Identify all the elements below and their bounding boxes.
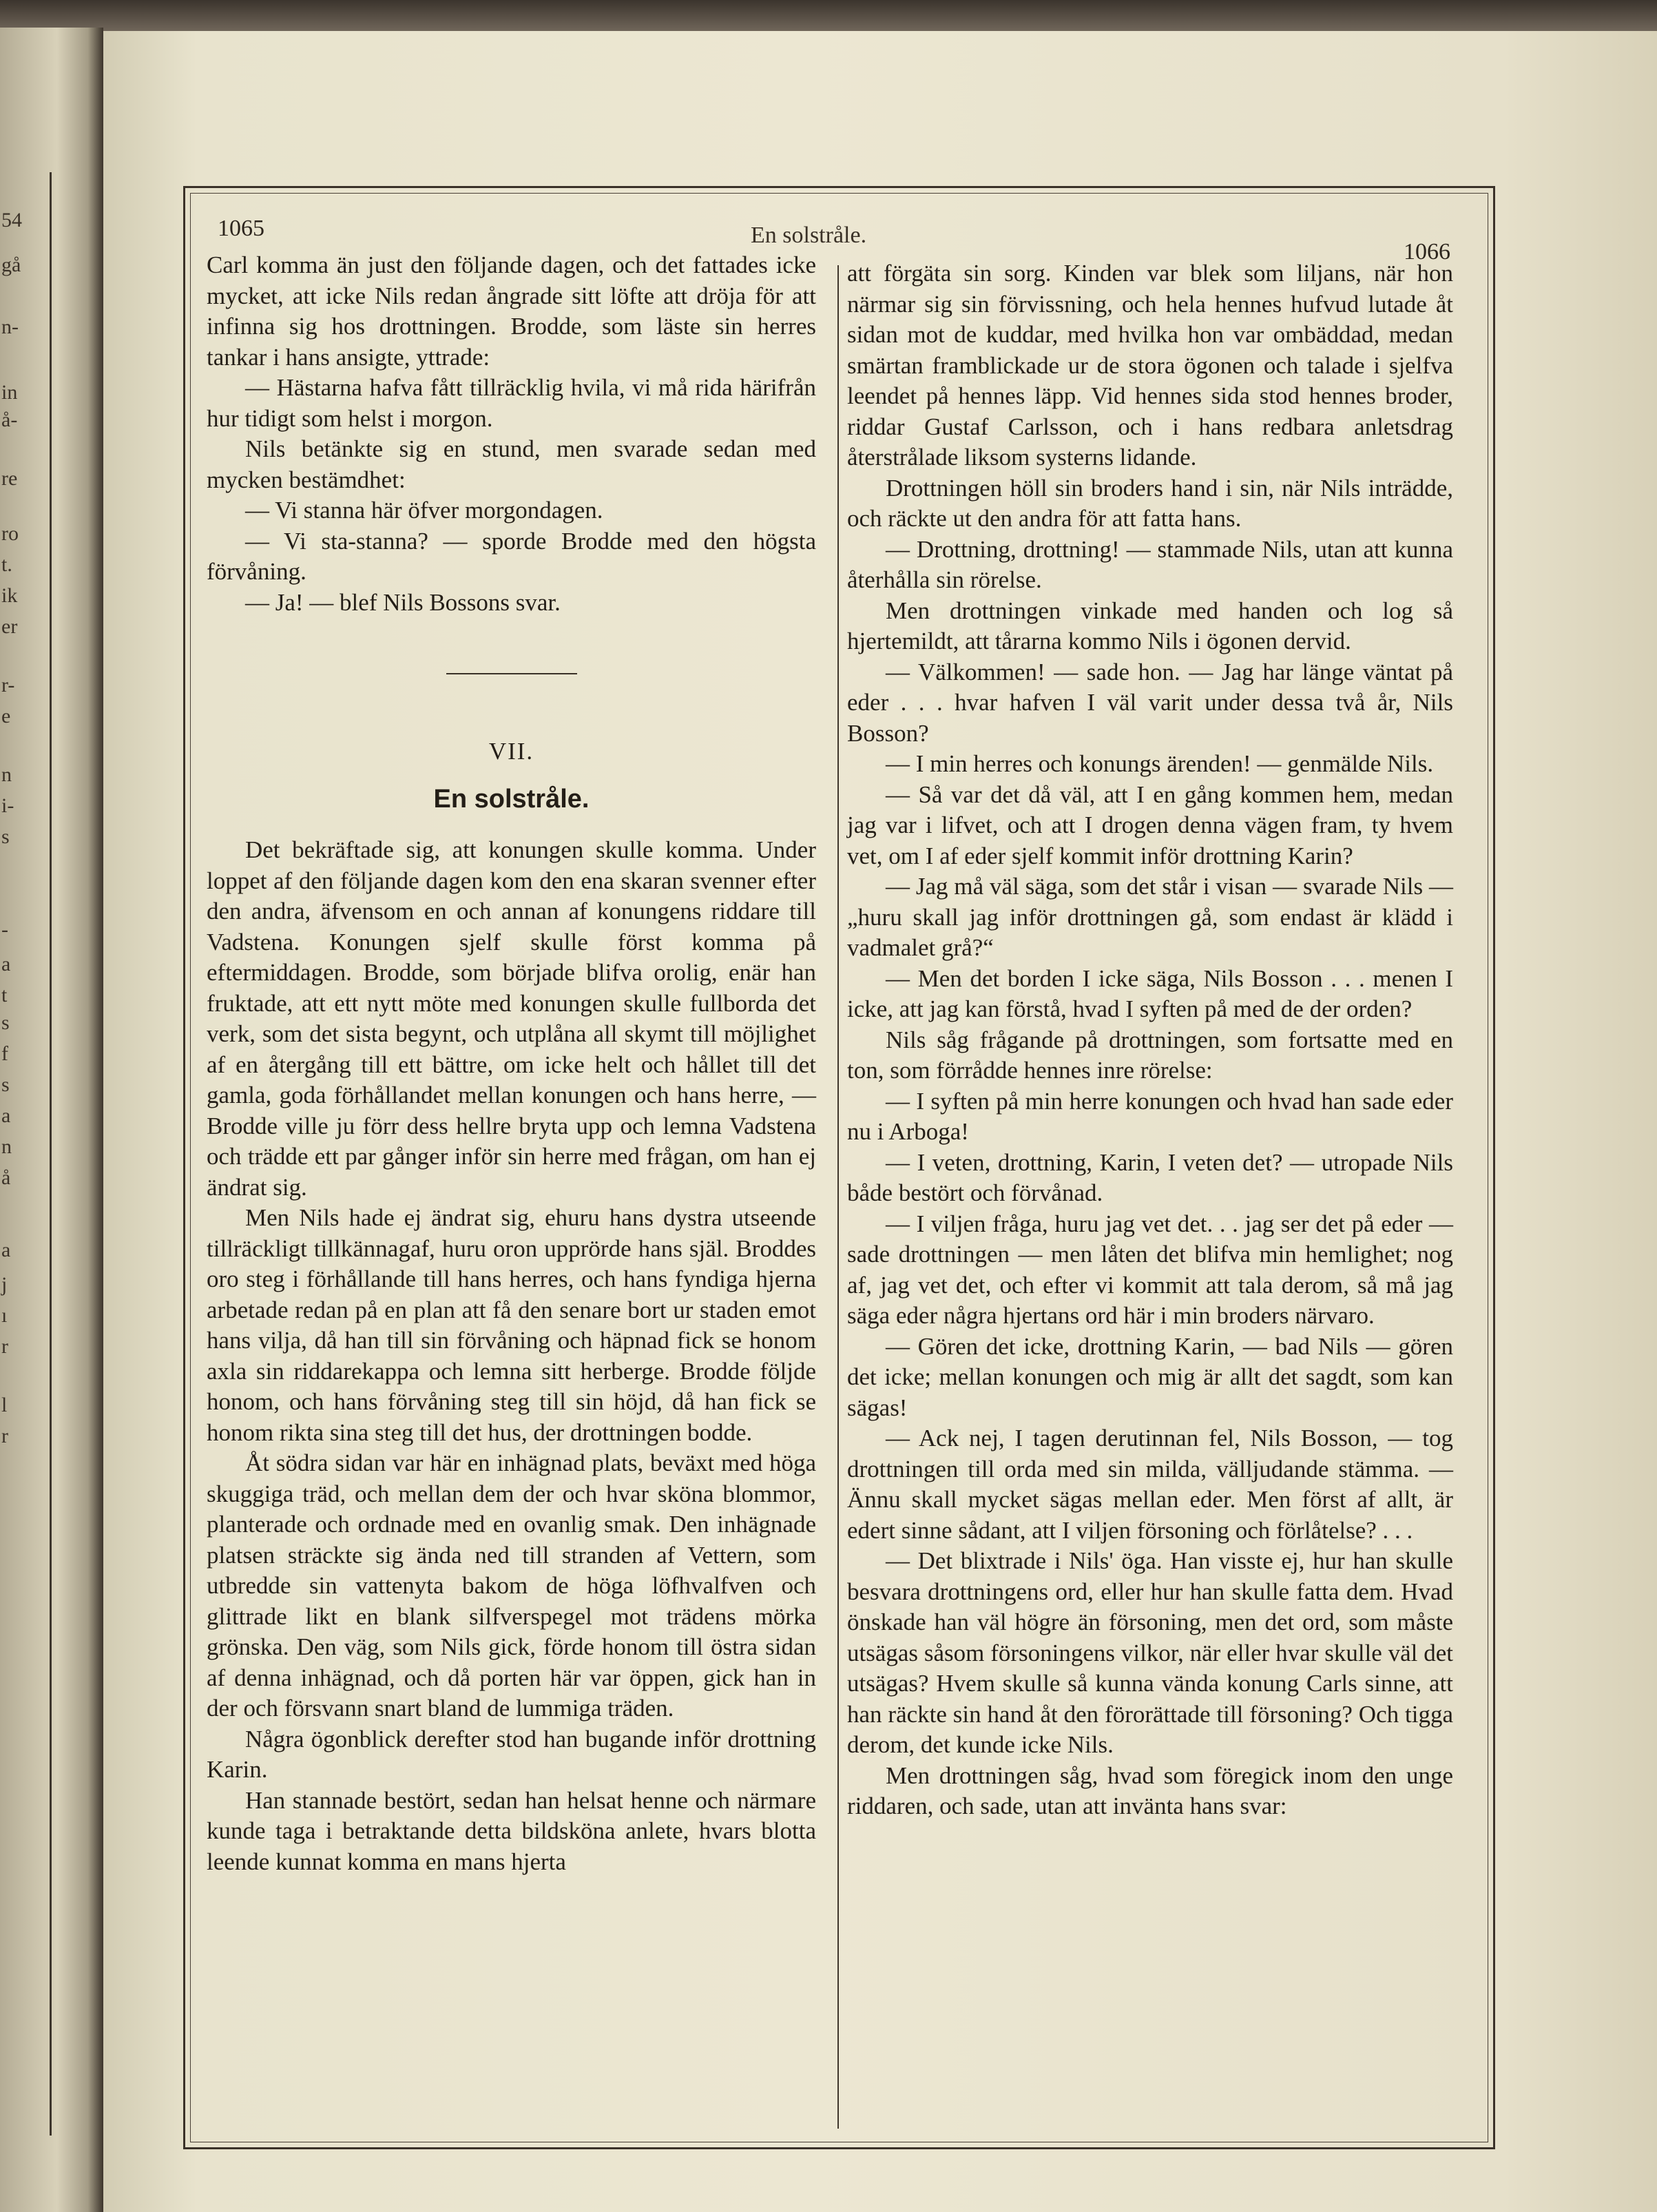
- facing-page-fragment: gå: [1, 254, 21, 276]
- paragraph: — Ja! — blef Nils Bossons svar.: [245, 588, 561, 616]
- paragraph: — I syften på min herre konungen och hvad han sade eder nu i Arboga!: [847, 1087, 1453, 1145]
- paragraph: — Ack nej, I tagen derutinnan fel, Nils Bosson, — tog drottningen till orda med sin milda, välljudande stämma. — Ännu skall mycket sägas mellan eder. Men först af allt, är edert sinne sådant, att I viljen försoning och förlåtelse? . . .: [847, 1425, 1453, 1544]
- page-number-left: 1065: [218, 216, 264, 241]
- paragraph: Men drottningen såg, hvad som föregick inom den unge riddaren, och sade, utan att invänta hans svar:: [847, 1761, 1453, 1819]
- facing-page-fragment: in: [1, 381, 18, 404]
- paragraph: Det bekräftade sig, att konungen skulle komma. Under loppet af den följande dagen kom den ena skaran svenner efter den andra, äfvensom en och annan af konungens riddare till Vadstena. Konungen sjelf skulle först komma på eftermiddagen. Brodde, som började blifva orolig, enär han fruktade, att ett nytt möte med konungen skulle fullborda det verk, som det sista begynt, och utplåna all skymt till möjlighet af en återgång till ett bättre, om icke helt och hållet till det gamla, goda förhållandet mellan konungen och hans herre, — Brodde ville ju förr dess hellre bryta upp och lemna Vadstena och trädde ett par gånger inför sin herre med frågan, om han ej ändrat sig.: [207, 836, 816, 1201]
- paragraph: — Vi stanna här öfver morgondagen.: [245, 497, 603, 524]
- paragraph: Åt södra sidan var här en inhägnad plats, beväxt med höga skuggiga träd, och mellan dem der och hvar sköna blommor, planterade och ordnade med en ovanlig smak. Den inhägnade platsen sträckte sig ända ned till stranden af Vettern, som utbredde sin vattenyta bakom de höga löfhvalfven och glittrade likt en blank silfverspegel mot trädens mörka grönska. Den väg, som Nils gick, förde honom till östra sidan af denna inhägnad, och då porten här var öppen, gick han in der och försvann snart bland de lummiga träden.: [207, 1449, 816, 1722]
- paragraph: — Jag må väl säga, som det står i visan — svarade Nils — „huru skall jag inför drottningen gå, som endast är klädd i vadmalet grå?“: [847, 873, 1453, 961]
- paragraph: Men Nils hade ej ändrat sig, ehuru hans dystra utseende tillräckligt tillkännagaf, huru oron upprörde hans själ. Broddes oro steg i förhållande till hans herres, och hans fyndiga hjerna arbetade redan på en plan att få den senare bort ur staden emot hans vilja, då han till sin förvåning och häpnad fick se honom axla sin riddarekappa och lemna sitt herberge. Brodde följde honom, och hans förvåning steg till sin höjd, då han fick se honom rikta sina steg till det hus, der drottningen bodde.: [207, 1204, 816, 1446]
- paragraph: — Välkommen! — sade hon. — Jag har länge väntat på eder . . . hvar hafven I väl varit under dessa två år, Nils Bosson?: [847, 658, 1453, 747]
- facing-page-edge: [0, 28, 103, 2212]
- paragraph: — Vi sta-stanna? — sporde Brodde med den högsta förvåning.: [207, 527, 816, 585]
- paragraph: Nils betänkte sig en stund, men svarade sedan med mycken bestämdhet:: [207, 435, 816, 493]
- facing-page-fragment: ik: [1, 584, 18, 607]
- paragraph: Han stannade bestört, sedan han helsat henne och närmare kunde taga i betraktande detta bildsköna anlete, hvars blotta leende kunnat komma en mans hjerta: [207, 1786, 816, 1875]
- facing-page-fragment: n: [1, 1135, 12, 1158]
- paragraph: — I viljen fråga, huru jag vet det. . . jag ser det på eder — sade drottningen — men låten det blifva min hemlighet; nog af, jag vet det, och efter vi kommit att tala derom, så må jag säga eder några hjertans ord här i min broders närvaro.: [847, 1210, 1453, 1329]
- paragraph: Men drottningen vinkade med handen och log så hjertemildt, att tårarna kommo Nils i ögonen dervid.: [847, 597, 1453, 654]
- paragraph: Några ögonblick derefter stod han bugande inför drottning Karin.: [207, 1725, 816, 1783]
- facing-page-fragment: s: [1, 825, 10, 848]
- paragraph: — Hästarna hafva fått tillräcklig hvila, vi må rida härifrån hur tidigt som helst i morgon.: [207, 374, 816, 432]
- left-column: [207, 250, 816, 1877]
- facing-page-fragment: re: [1, 467, 18, 490]
- paragraph: — Drottning, drottning! — stammade Nils, utan att kunna återhålla sin rörelse.: [847, 535, 1453, 593]
- facing-page-fragment: å-: [1, 409, 18, 431]
- facing-page-fragment: -: [1, 918, 8, 941]
- facing-page-fragment: l: [1, 1394, 8, 1416]
- paragraph: att förgäta sin sorg. Kinden var blek som liljans, när hon närmar sig sin förvissning, och hela hennes hufvud lutade åt sidan mot de kuddar, med hvilka hon var ombäddad, medan smärtan framblickade ur de stora ögonen och talade i sjelfva leendet på hennes läpp. Vid hennes sida stod hennes broder, riddar Gustaf Carlsson, och i hans redbara anletsdrag återstrålade liksom systerns lidande.: [847, 260, 1453, 471]
- facing-page-fragment: a: [1, 953, 11, 975]
- paragraph: Drottningen höll sin broders hand i sin, när Nils inträdde, och räckte ut den andra för att fatta hans.: [847, 474, 1453, 532]
- facing-page-fragment: t: [1, 984, 8, 1006]
- facing-page-fragment: a: [1, 1104, 11, 1127]
- page-number-right: 1066: [1404, 239, 1450, 265]
- chapter-title: En solstråle.: [433, 784, 590, 814]
- facing-page-fragment: er: [1, 615, 18, 638]
- paragraph: Carl komma än just den följande dagen, och det fattades icke mycket, att icke Nils redan ångrade sitt löfte att dröja för att infinna sig hos drottningen. Brodde, som läste sin herres tankar i hans ansigte, yttrade:: [207, 251, 816, 371]
- paragraph: — I min herres och konungs ärenden! — genmälde Nils.: [886, 750, 1434, 777]
- facing-page-fragment: n: [1, 763, 12, 786]
- facing-page-fragment: f: [1, 1042, 8, 1065]
- facing-page-fragment: r: [1, 1335, 8, 1358]
- facing-page-fragment: i-: [1, 794, 14, 817]
- facing-page-fragment: t.: [1, 553, 12, 576]
- facing-page-fragment: s: [1, 1011, 10, 1034]
- facing-page-fragment: r: [1, 1425, 8, 1447]
- running-header: En solstråle.: [751, 223, 867, 248]
- facing-page-fragment: e: [1, 705, 11, 727]
- facing-page-fragment: ro: [1, 522, 19, 545]
- facing-page-fragment: s: [1, 1073, 10, 1096]
- paragraph: — Så var det då väl, att I en gång kommen hem, medan jag var i lifvet, och att I drogen denna vägen fram, ty hvem vet, om I af eder sjelf kommit inför drottning Karin?: [847, 781, 1453, 869]
- column-divider: [837, 265, 839, 2129]
- facing-page-fragment: ı: [1, 1304, 8, 1327]
- facing-page-fragment: r-: [1, 674, 15, 696]
- paragraph: — I veten, drottning, Karin, I veten det? — utropade Nils både bestört och förvånad.: [847, 1148, 1453, 1206]
- facing-page-rule: [50, 172, 52, 2136]
- paragraph: — Men det borden I icke säga, Nils Bosson . . . menen I icke, att jag kan förstå, hvad I syften på med de der orden?: [847, 964, 1453, 1022]
- paragraph: — Det blixtrade i Nils' öga. Han visste ej, hur han skulle besvara drottningens ord, eller hur han skulle fatta dem. Hvad önskade han väl högre än försoning, men det ord, som måste utsägas såsom försoningens vilkor, när eller hvar skulle väl det utsägas? Hvem skulle så kunna vända konung Carls sinne, att han räckte sin hand åt den förorättade till försoning? Och tigga derom, det kunde icke Nils.: [847, 1547, 1453, 1758]
- paragraph: Nils såg frågande på drottningen, som fortsatte med en ton, som förrådde hennes inre rörelse:: [847, 1026, 1453, 1084]
- facing-page-fragment: 54: [1, 209, 22, 231]
- facing-page-fragment: n-: [1, 316, 19, 338]
- book-page: [103, 31, 1657, 2212]
- chapter-number: VII.: [488, 738, 534, 765]
- facing-page-fragment: å: [1, 1166, 11, 1189]
- facing-page-fragment: j: [1, 1273, 8, 1296]
- right-column: [847, 258, 1453, 1822]
- paragraph: — Gören det icke, drottning Karin, — bad Nils — gören det icke; mellan konungen och mig är allt det sagdt, som kan sägas!: [847, 1332, 1453, 1421]
- facing-page-fragment: a: [1, 1239, 11, 1261]
